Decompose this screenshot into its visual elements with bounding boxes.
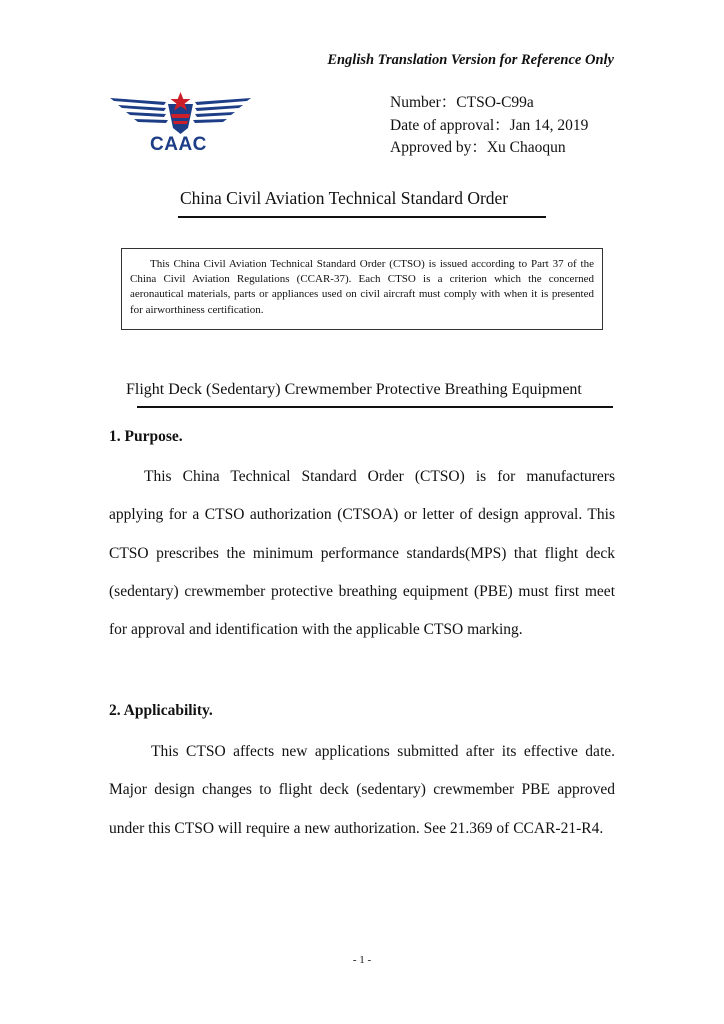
approval-date: Date of approval：Jan 14, 2019 — [390, 116, 589, 134]
caac-logo — [108, 92, 253, 162]
translation-note: English Translation Version for Reference Only — [327, 52, 614, 68]
wings-emblem-icon — [108, 92, 253, 136]
page-number: - 1 - — [352, 954, 372, 966]
section-body-applicability: This CTSO affects new applications submitted after its effective date. Major design changes to flight deck (sedentary) crewmember PBE approved under this CTSO will require a new authorization. See 21.369 of CCAR-21-R4. — [109, 743, 615, 837]
section-heading-purpose: 1. Purpose. — [109, 428, 183, 445]
notice-text: This China Civil Aviation Technical Standard Order (CTSO) is issued according to Part 37 of the China Civil Aviation Regulations (CCAR-37). Each CTSO is a criterion which the concerned aeronautical materials, parts or appliances used on civil aircraft must comply with when it is presented for airworthiness certification. — [130, 258, 594, 316]
subject-underline — [137, 406, 613, 408]
section-body-purpose: This China Technical Standard Order (CTSO) is for manufacturers applying for a CTSO authorization (CTSOA) or letter of design approval. This CTSO prescribes the minimum performance standards(MPS) that flight deck (sedentary) crewmember protective breathing equipment (PBE) must first meet for approval and identification with the applicable CTSO marking. — [109, 468, 615, 639]
notice-box — [121, 248, 603, 330]
document-subject: Flight Deck (Sedentary) Crewmember Protective Breathing Equipment — [126, 381, 582, 398]
section-heading-applicability: 2. Applicability. — [109, 702, 213, 719]
title-underline — [178, 216, 546, 218]
document-meta — [390, 92, 588, 160]
approved-by: Approved by：Xu Chaoqun — [390, 139, 566, 156]
document-title: China Civil Aviation Technical Standard Order — [180, 188, 509, 208]
logo-wordmark: CAAC — [150, 134, 207, 155]
document-number: Number：CTSO-C99a — [390, 94, 534, 111]
